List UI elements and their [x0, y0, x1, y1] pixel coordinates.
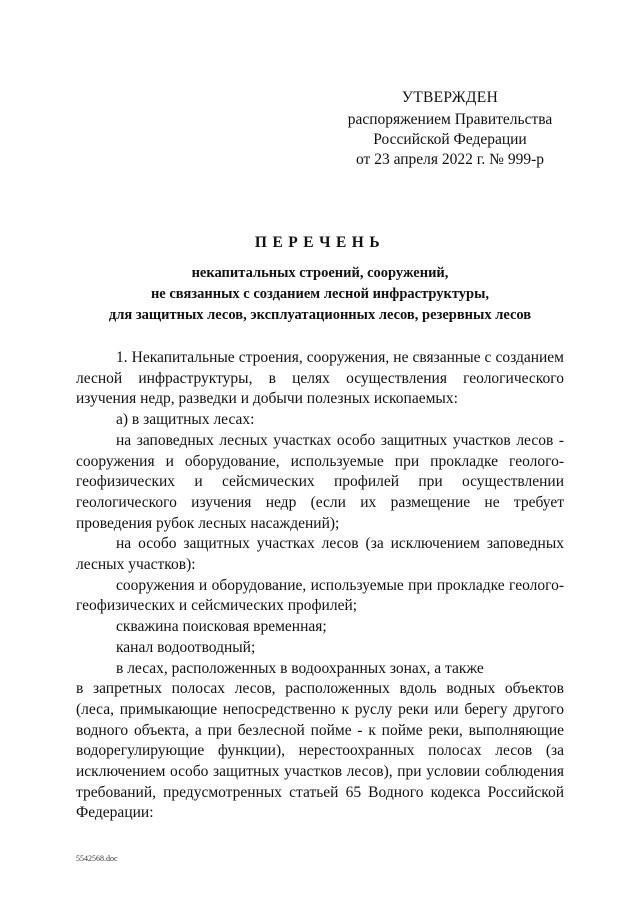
document-title: ПЕРЕЧЕНЬ — [254, 234, 386, 251]
approval-line-3: от 23 апреля 2022 г. № 999-р — [356, 151, 544, 168]
subtitle-line-1: некапитальных строений, сооружений, — [191, 265, 449, 281]
paragraph-water-zones-continued: в запретных полосах лесов, расположенных вдоль водных объектов (леса, примыкающие непосредственно к руслу реки или берегу другого водного объекта, а при безлесной пойме - к пойме реки, выполняющие водорегулирующие функции), нерестоохранных полосах лесов (за исключением особо защитных участков лесов), при условии соблюдения требований, предусмотренных статьей 65 Водного кодекса Российской Федерации: — [76, 680, 564, 822]
paragraph-equipment: сооружения и оборудование, используемые при прокладке геолого-геофизических и сейсмических профилей; — [76, 576, 564, 615]
subtitle-line-3: для защитных лесов, эксплуатационных лесов, резервных лесов — [108, 307, 532, 323]
paragraph-channel: канал водоотводный; — [116, 638, 256, 656]
file-name-footer: 5542568.doc — [76, 854, 118, 863]
paragraph-water-zones: в лесах, расположенных в водоохранных зонах, а также — [116, 659, 484, 677]
paragraph-item-1: 1. Некапитальные строения, сооружения, не связанные с созданием лесной инфраструктуры, в целях осуществления геологического изучения недр, разведки и добычи полезных ископаемых: — [76, 349, 564, 408]
document-subtitle — [60, 263, 580, 326]
approval-line-1: распоряжением Правительства — [347, 111, 553, 128]
approval-line-2: Российской Федерации — [373, 131, 527, 148]
paragraph-reserved-plots: на заповедных лесных участках особо защитных участков лесов - сооружения и оборудование, используемые при прокладке геолого-геофизических и сейсмических профилей при осуществлении геологического изучения недр (если их размещение не требует проведения рубок лесных насаждений); — [76, 431, 564, 532]
subtitle-line-2: не связанных с созданием лесной инфраструктуры, — [150, 286, 490, 302]
approval-heading: УТВЕРЖДЕН — [401, 89, 499, 106]
paragraph-well: скважина поисковая временная; — [116, 618, 327, 636]
paragraph-protective-plots: на особо защитных участках лесов (за исключением заповедных лесных участков): — [76, 535, 564, 574]
paragraph-subitem-a: а) в защитных лесах: — [116, 411, 255, 429]
document-body — [76, 348, 564, 824]
approval-block — [300, 88, 600, 170]
